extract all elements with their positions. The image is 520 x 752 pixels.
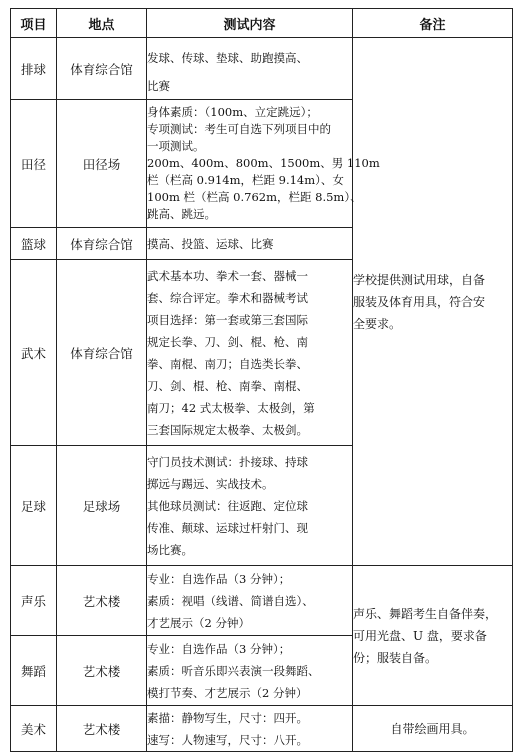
note-line: 学校提供测试用球，自备 [353, 272, 486, 287]
content-line: 套、综合评定。拳术和器械考试 [147, 290, 308, 305]
content-line: 武术基本功、拳术一套、器械一 [147, 268, 308, 283]
content-line: 100m 栏（栏高 0.762m，栏距 8.5m）、 [147, 190, 362, 204]
content-line: 200m、400m、800m、1500m、男 110m [147, 156, 380, 170]
content-line: 发球、传球、垫球、助跑摸高、 [147, 50, 308, 65]
content-line: 一项测试。 [147, 139, 205, 153]
item-cell: 篮球 [11, 228, 57, 260]
header-content: 测试内容 [147, 9, 353, 38]
table-row [11, 706, 513, 752]
place-cell: 艺术楼 [57, 706, 147, 752]
content-line: 南刀；42 式太极拳、太极剑，第 [147, 400, 315, 415]
content-line: 三套国际规定太极拳、太极剑。 [147, 422, 308, 437]
item-cell: 田径 [11, 100, 57, 228]
content-line: 规定长拳、刀、剑、棍、枪、南 [147, 334, 308, 349]
content-line: 拳、南棍、南刀；自选类长拳、 [147, 356, 308, 371]
content-line: 模打节奏、才艺展示（2 分钟） [147, 685, 308, 700]
place-cell: 体育综合馆 [57, 38, 147, 100]
place-cell: 田径场 [57, 100, 147, 228]
content-cell [147, 566, 353, 636]
place-cell: 体育综合馆 [57, 228, 147, 260]
place-cell: 艺术楼 [57, 636, 147, 706]
content-line: 守门员技术测试：扑接球、持球 [147, 454, 308, 469]
content-cell [147, 38, 353, 100]
content-line: 才艺展示（2 分钟） [147, 615, 250, 630]
content-cell [147, 260, 353, 446]
content-line: 速写：人物速写，尺寸：八开。 [147, 732, 308, 747]
content-line: 项目选择：第一套或第三套国际 [147, 312, 308, 327]
exam-table [10, 8, 513, 752]
content-line: 场比赛。 [147, 542, 193, 557]
content-line: 专业：自选作品（3 分钟）； [147, 641, 291, 656]
content-line: 素质：视唱（线谱、简谱自选）、 [147, 593, 314, 608]
content-cell [147, 100, 380, 228]
note-line: 服装及体育用具，符合安 [353, 294, 486, 309]
item-cell: 足球 [11, 446, 57, 566]
content-line: 比赛 [147, 78, 170, 93]
content-cell [147, 706, 353, 752]
place-cell: 足球场 [57, 446, 147, 566]
item-cell: 武术 [11, 260, 57, 446]
header-row [11, 9, 513, 38]
content-line: 栏（栏高 0.914m，栏距 9.14m）、女 [147, 173, 344, 187]
place-cell: 艺术楼 [57, 566, 147, 636]
content-line: 专项测试：考生可自选下列项目中的 [147, 122, 331, 136]
note-line: 全要求。 [353, 316, 402, 331]
content-line: 刀、剑、棍、枪、南拳、南棍、 [147, 378, 308, 393]
content-cell [147, 446, 353, 566]
item-cell: 舞蹈 [11, 636, 57, 706]
place-cell: 体育综合馆 [57, 260, 147, 446]
content-cell [147, 636, 353, 706]
content-line: 跳高、跳远。 [147, 207, 216, 221]
item-cell: 排球 [11, 38, 57, 100]
item-cell: 美术 [11, 706, 57, 752]
header-place: 地点 [57, 9, 147, 38]
note-sports [353, 38, 513, 566]
content-line: 传准、颠球、运球过杆射门、现 [147, 520, 308, 535]
content-line: 素质：听音乐即兴表演一段舞蹈、 [147, 663, 320, 678]
note-line: 份；服装自备。 [353, 650, 438, 665]
note-music-dance [353, 566, 513, 706]
content-line: 掷远与踢远、实战技术。 [147, 476, 274, 491]
note-line: 可用光盘、U 盘，要求备 [353, 628, 487, 643]
note-art: 自带绘画用具。 [353, 706, 513, 752]
content-cell [147, 228, 353, 260]
content-line: 其他球员测试：往返跑、定位球 [147, 498, 308, 513]
content-line: 摸高、投篮、运球、比赛 [147, 236, 274, 251]
item-cell: 声乐 [11, 566, 57, 636]
table-row [11, 38, 513, 100]
header-item: 项目 [11, 9, 57, 38]
content-line: 素描：静物写生，尺寸：四开。 [147, 710, 308, 725]
content-line: 专业：自选作品（3 分钟）； [147, 571, 291, 586]
content-line: 身体素质：（100m、立定跳远）； [147, 105, 318, 119]
header-notes: 备注 [353, 9, 513, 38]
note-line: 声乐、舞蹈考生自备伴奏， [353, 606, 498, 621]
table-row [11, 566, 513, 636]
